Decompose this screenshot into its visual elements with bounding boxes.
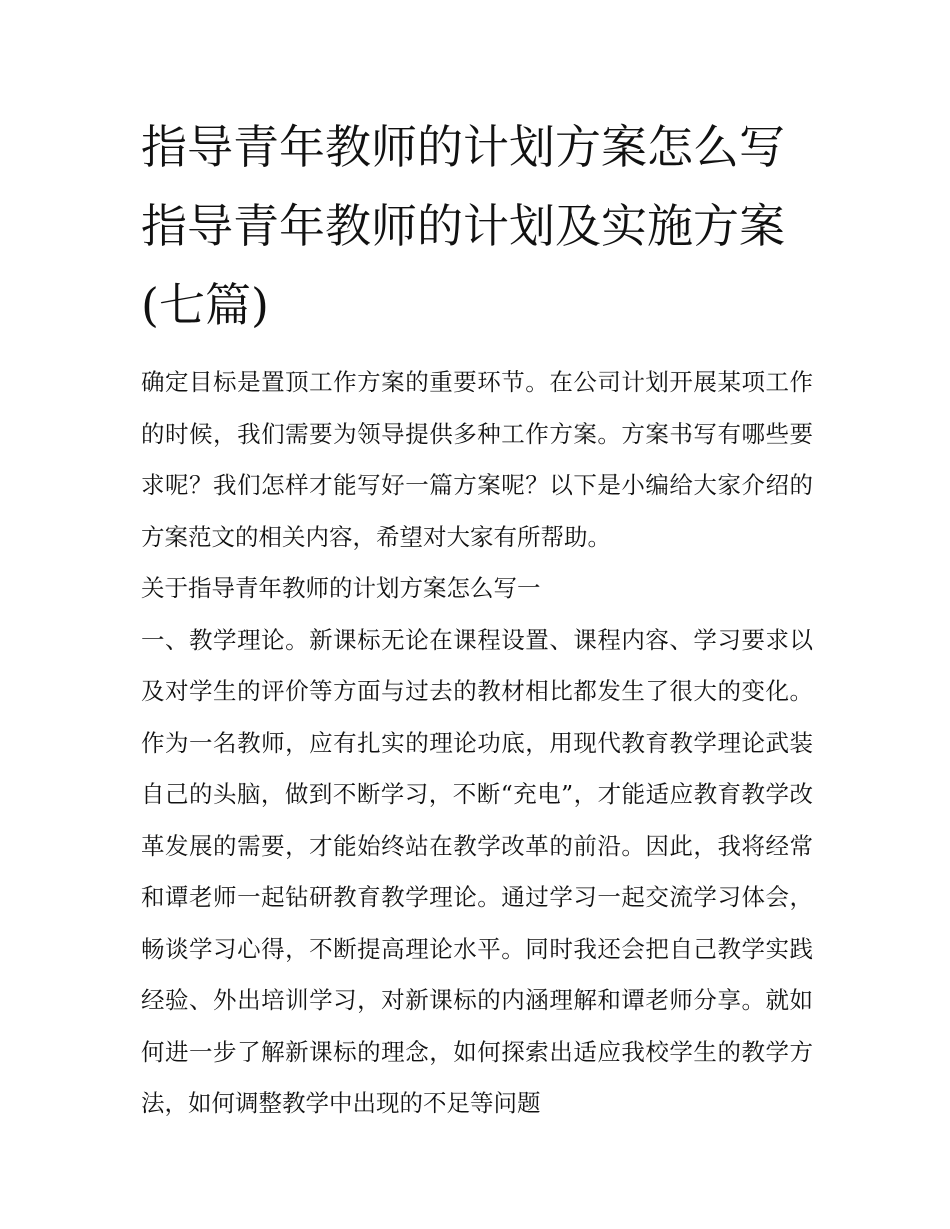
document-title: 指导青年教师的计划方案怎么写 指导青年教师的计划及实施方案(七篇) bbox=[141, 120, 785, 332]
document-page bbox=[141, 108, 813, 1130]
body-paragraph: 一、教学理论。新课标无论在课程设置、课程内容、学习要求以及对学生的评价等方面与过去的教材相比都发生了很大的变化。作为一名教师，应有扎实的理论功底，用现代教育教学理论武装自己的头脑，做到不断学习，不断“充电”，才能适应教育教学改革发展的需要，才能始终站在教学改革的前沿。因此，我将经常和谭老师一起钻研教育教学理论。通过学习一起交流学习体会，畅谈学习心得，不断提高理论水平。同时我还会把自己教学实践经验、外出培训学习，对新课标的内涵理解和谭老师分享。就如何进一步了解新课标的理念，如何探索出适应我校学生的教学方法，如何调整教学中出现的不足等问题 bbox=[141, 625, 813, 1117]
section-heading: 关于指导青年教师的计划方案怎么写一 bbox=[141, 574, 541, 602]
intro-paragraph: 确定目标是置顶工作方案的重要环节。在公司计划开展某项工作的时候，我们需要为领导提供多种工作方案。方案书写有哪些要求呢？我们怎样才能写好一篇方案呢？以下是小编给大家介绍的方案范文的相关内容，希望对大家有所帮助。 bbox=[141, 368, 813, 551]
